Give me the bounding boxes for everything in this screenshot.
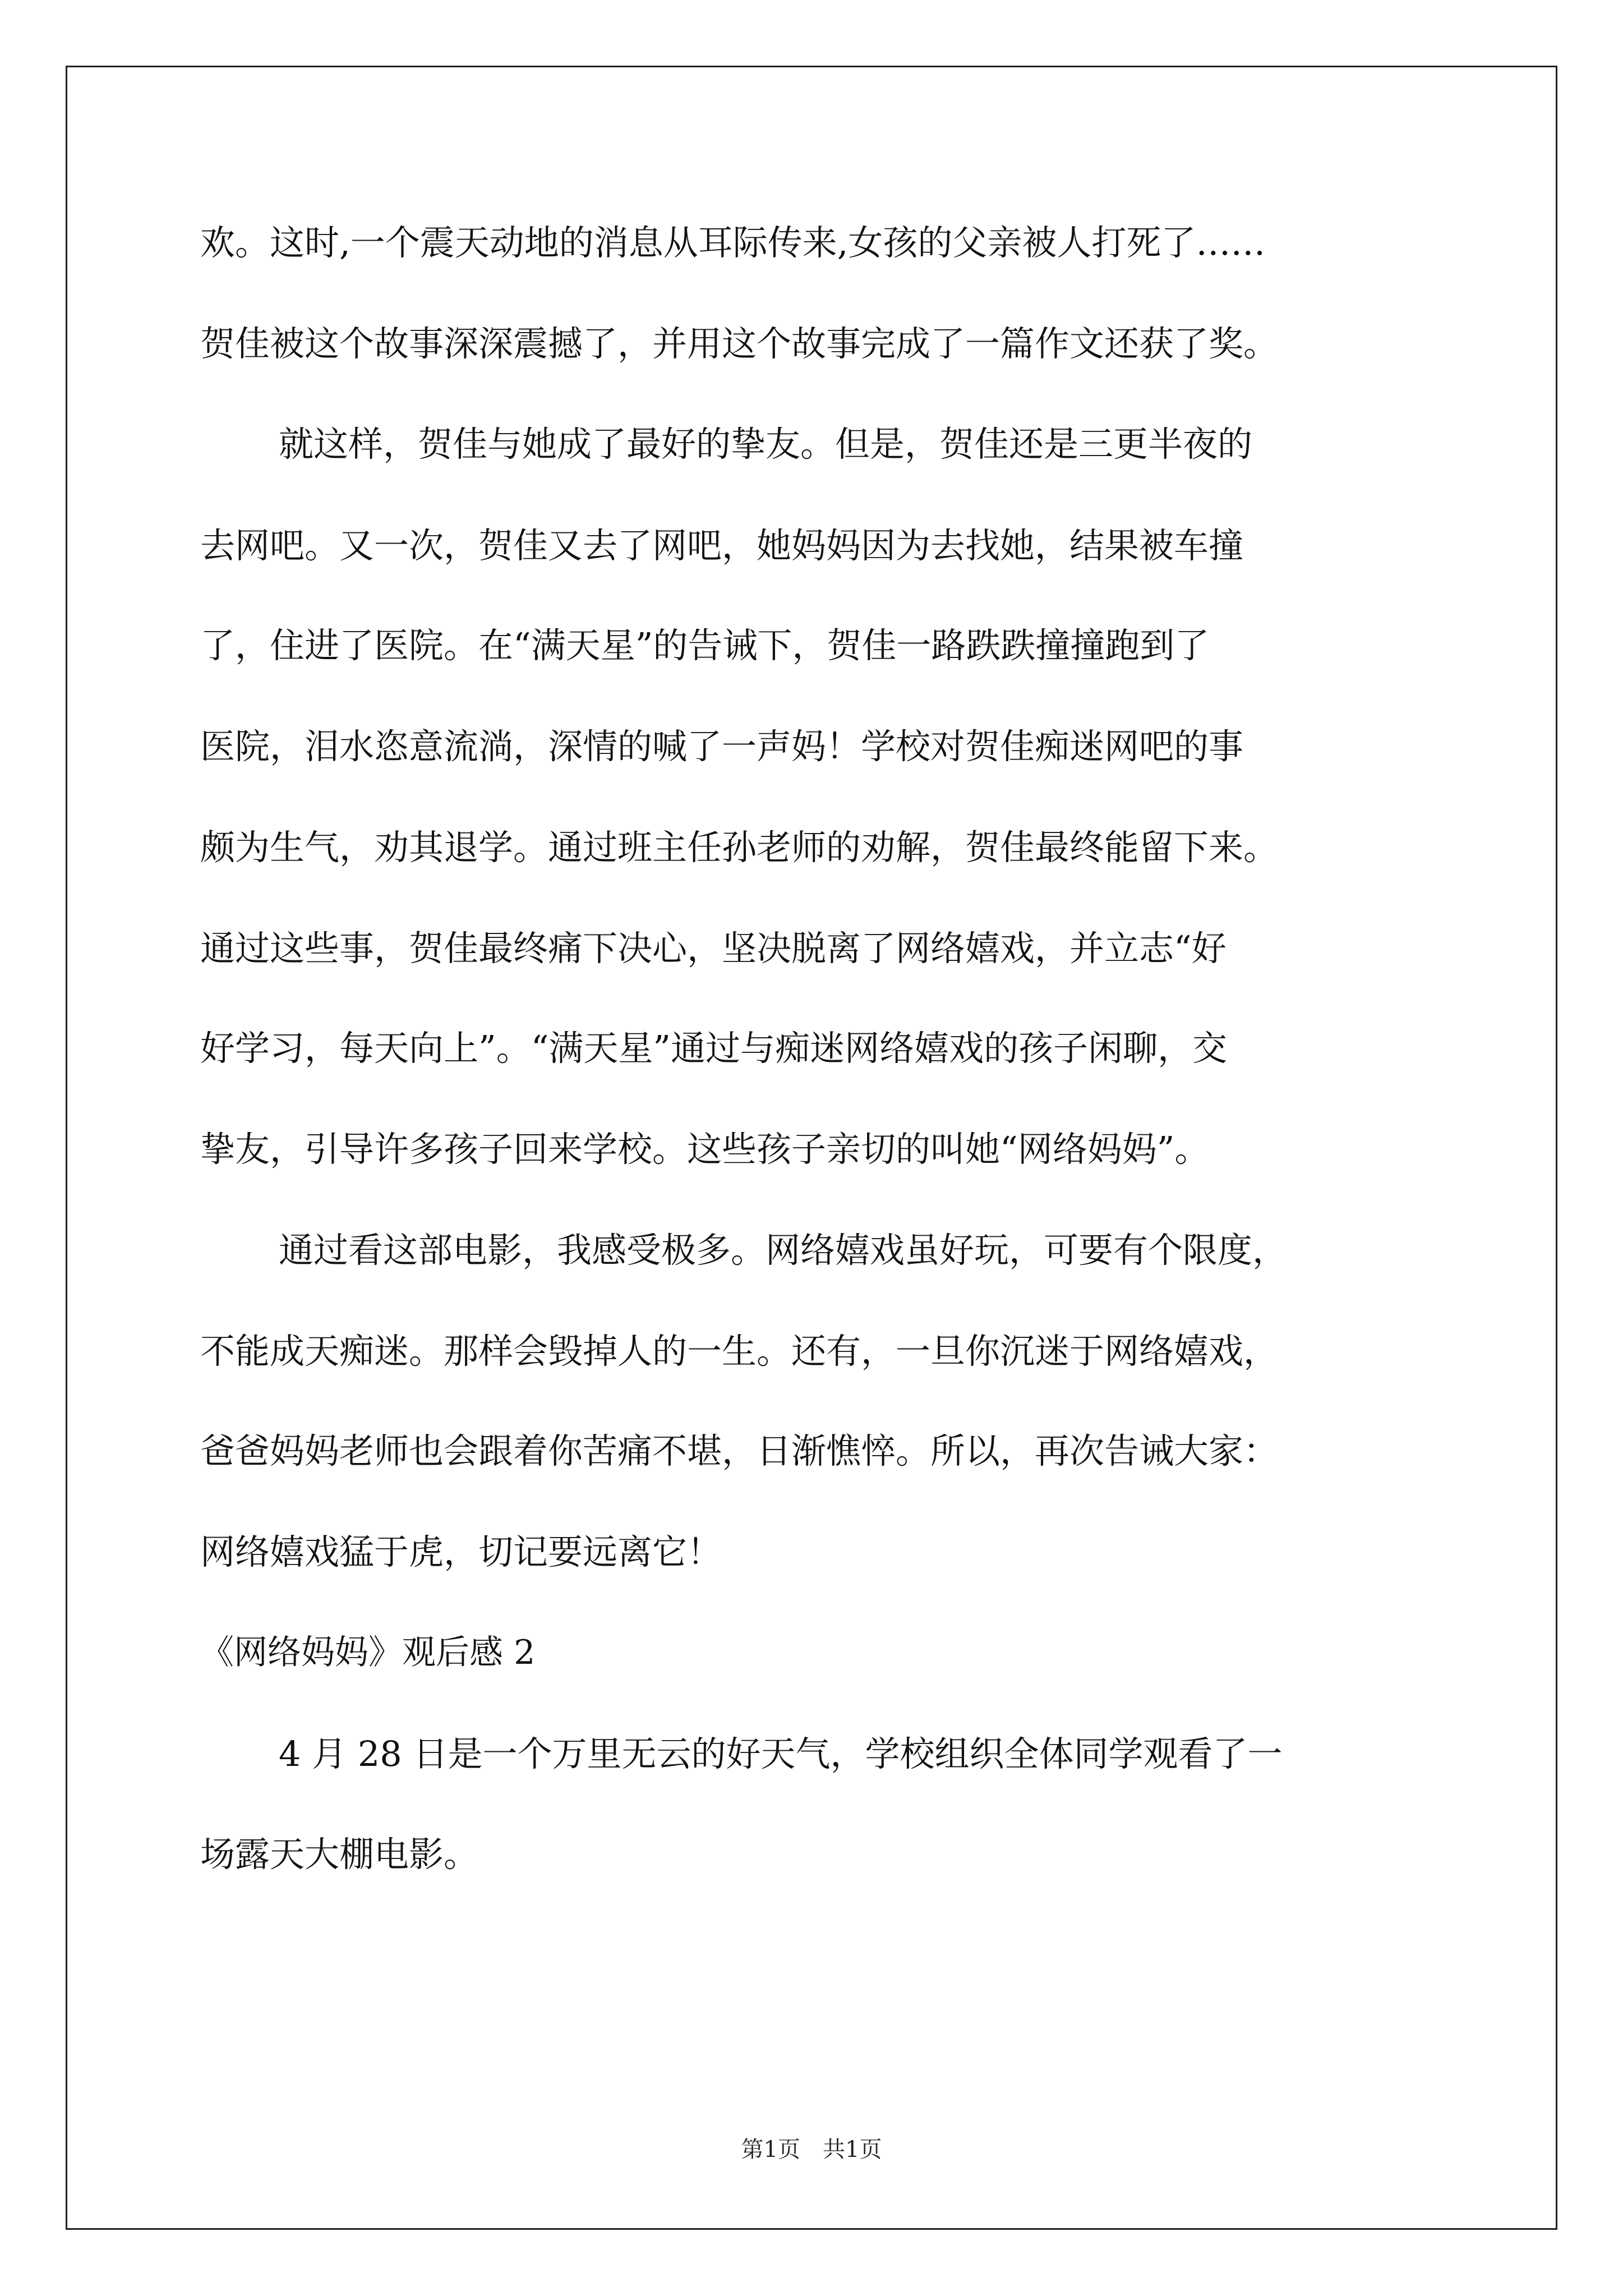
page-total: 共1页 (823, 2137, 882, 2162)
paragraph-start: 通过看这部电影，我感受极多。网络嬉戏虽好玩，可要有个限度， (279, 1230, 1288, 1271)
text-line: 贺佳被这个故事深深震撼了，并用这个故事完成了一篇作文还获了奖。 (200, 323, 1279, 364)
text-line: 医院，泪水恣意流淌，深情的喊了一声妈！学校对贺佳痴迷网吧的事 (200, 726, 1244, 767)
text-line: 通过这些事，贺佳最终痛下决心，坚决脱离了网络嬉戏，并立志“好 (200, 928, 1227, 969)
text-line: 网络嬉戏猛于虎，切记要远离它！ (200, 1531, 722, 1572)
text-line: 挚友，引导许多孩子回来学校。这些孩子亲切的叫她“网络妈妈”。 (200, 1129, 1210, 1170)
text-line: 不能成天痴迷。那样会毁掉人的一生。还有，一旦你沉迷于网络嬉戏， (200, 1331, 1279, 1372)
text-line: 去网吧。又一次，贺佳又去了网吧，她妈妈因为去找她，结果被车撞 (200, 525, 1244, 566)
text-line: 好学习，每天向上”。“满天星”通过与痴迷网络嬉戏的孩子闲聊，交 (200, 1028, 1228, 1069)
text-line: 欢。这时,一个震天动地的消息从耳际传来,女孩的父亲被人打死了…… (200, 222, 1266, 263)
page-footer (0, 2132, 1623, 2164)
text-line: 场露天大棚电影。 (200, 1834, 479, 1875)
text-line: 了，住进了医院。在“满天星”的告诫下，贺佳一路跌跌撞撞跑到了 (200, 625, 1210, 666)
page-number: 第1页 (741, 2137, 800, 2162)
paragraph-start: 就这样，贺佳与她成了最好的挚友。但是，贺佳还是三更半夜的 (279, 424, 1253, 464)
section-heading: 《网络妈妈》观后感 2 (200, 1633, 536, 1672)
text-line: 颇为生气，劝其退学。通过班主任孙老师的劝解，贺佳最终能留下来。 (200, 827, 1279, 868)
paragraph-start: 4 月 28 日是一个万里无云的好天气，学校组织全体同学观看了一 (279, 1733, 1283, 1774)
text-line: 爸爸妈妈老师也会跟着你苦痛不堪，日渐憔悴。所以，再次告诫大家： (200, 1430, 1279, 1471)
